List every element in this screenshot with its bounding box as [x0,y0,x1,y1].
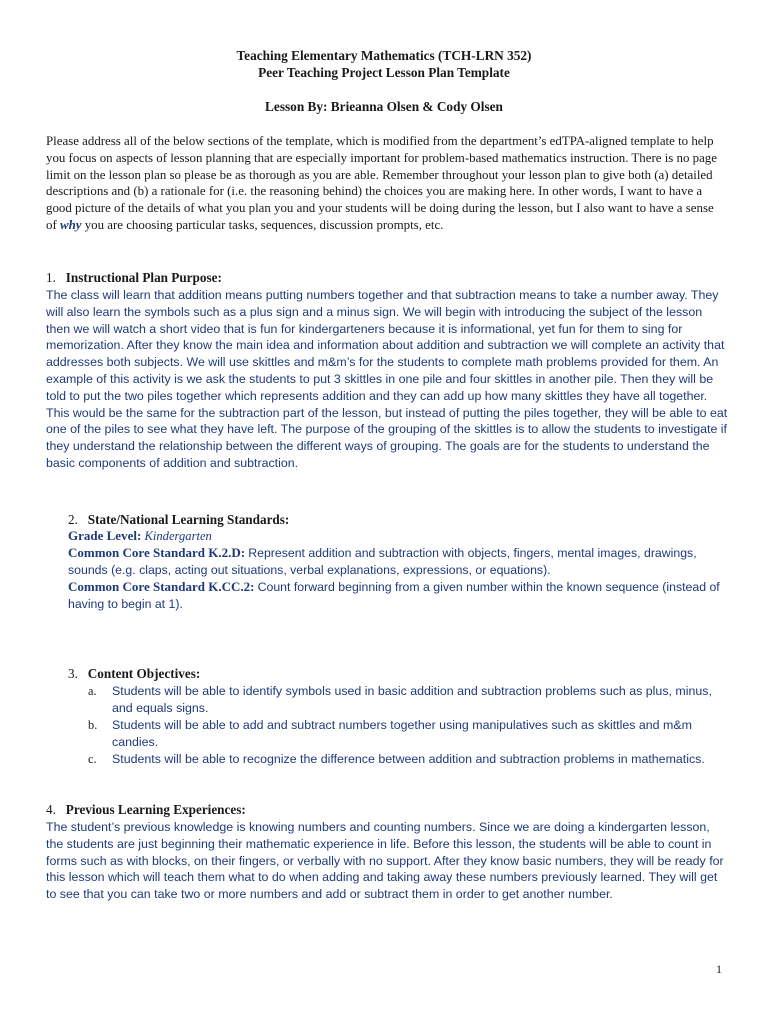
section-2-title: State/National Learning Standards: [87,512,290,527]
objective-b-text: Students will be able to add and subtract numbers together using manipulatives such as skittles and m&m candies. [112,718,692,749]
grade-level-value: Kindergarten [144,529,212,543]
standard-k2d-label: Common Core Standard K.2.D: [68,545,246,560]
page-number: 1 [716,962,722,976]
section-2-number: 2. [68,512,78,527]
section-1-number: 1. [46,270,56,285]
section-2-heading [68,511,289,528]
section-1-title: Instructional Plan Purpose: [65,270,222,285]
grade-level-label: Grade Level: [68,528,142,543]
intro-text-before: Please address all of the below sections of the template, which is modified from the department’s edTPA-aligned template to help you focus on aspects of lesson planning that are especially important for problem-based mathematics instruction. There is no page limit on the lesson plan so please be as thorough as you are able. Remember throughout your lesson plan to give both (a) detailed descriptions and (b) a rationale for (i.e. the reasoning behind) the choices you are making here. In other words, I want to have a good picture of the details of what you plan you and your students will be doing during the lesson, but I also want to have a sense of [46,134,717,232]
objective-b [88,717,730,751]
standard-k2d-text: Represent addition and subtraction with objects, fingers, mental images, drawings, sounds (e.g. claps, acting out situations, verbal explanations, expressions, or equations). [68,546,697,577]
section-3-heading [68,665,200,682]
standard-kcc2-label: Common Core Standard K.CC.2: [68,579,255,594]
standard-k2d [68,545,728,579]
objective-b-marker: b. [88,718,98,732]
objective-c-marker: c. [88,752,97,766]
section-3-title: Content Objectives: [87,666,201,681]
intro-paragraph [46,133,726,234]
intro-emphasis: why [59,217,82,232]
objective-a [88,683,730,717]
section-4-heading [46,801,246,818]
template-title: Peer Teaching Project Lesson Plan Template [258,65,510,80]
section-3-number: 3. [68,666,78,681]
section-1-body: The class will learn that addition means putting numbers together and that subtraction means to take a number away. They will also learn the symbols such as a plus sign and a minus sign. We will begin with introducing the subject of the lesson then we will watch a short video that is fun for kindergarteners because it is informational, yet fun for them to sing for memorization. After they know the main idea and information about addition and subtraction we will complete an activity that addresses both subjects. We will use skittles and m&m’s for the students to complete math problems provided for them. An example of this activity is we ask the students to put 3 skittles in one pile and four skittles in another pile. Then they will be told to put the two piles together which represents addition and they can add up how many skittles they have all together. This would be the same for the subtraction part of the lesson, but instead of putting the piles together, they will be able to eat one of the piles to see what they have left. The purpose of the grouping of the skittles is to allow the students to investigate if they understand the relationship between the different ways of grouping. The goals are for the students to understand the basic components of addition and subtraction. [46,288,728,470]
intro-text-after: you are choosing particular tasks, sequences, discussion prompts, etc. [81,217,444,232]
section-1-heading [46,269,222,286]
standard-kcc2-text: Count forward beginning from a given number within the known sequence (instead of having to begin at 1). [68,580,720,611]
lesson-authors: Lesson By: Brieanna Olsen & Cody Olsen [265,99,503,114]
standard-kcc2 [68,579,728,613]
section-4-number: 4. [46,802,56,817]
objective-c [88,751,730,768]
section-4-title: Previous Learning Experiences: [65,802,246,817]
objective-c-text: Students will be able to recognize the difference between addition and subtraction problems in mathematics. [112,752,705,766]
section-4-body: The student’s previous knowledge is knowing numbers and counting numbers. Since we are doing a kindergarten lesson, the students are just beginning their mathematic experience in life. Before this lesson, the students will be able to count in forms such as with blocks, on their fingers, or verbally with no support. After they know basic numbers, they will be ready for this lesson which will teach them what to do when adding and taking away these numbers previously learned. They will get to see that you can take two or more numbers and add or subtract them in order to get another number. [46,820,724,902]
grade-level-line [68,528,728,545]
course-title: Teaching Elementary Mathematics (TCH-LRN 352) [236,48,532,63]
objective-a-text: Students will be able to identify symbols used in basic addition and subtraction problems such as plus, minus, and equals signs. [112,684,712,715]
objective-a-marker: a. [88,684,97,698]
